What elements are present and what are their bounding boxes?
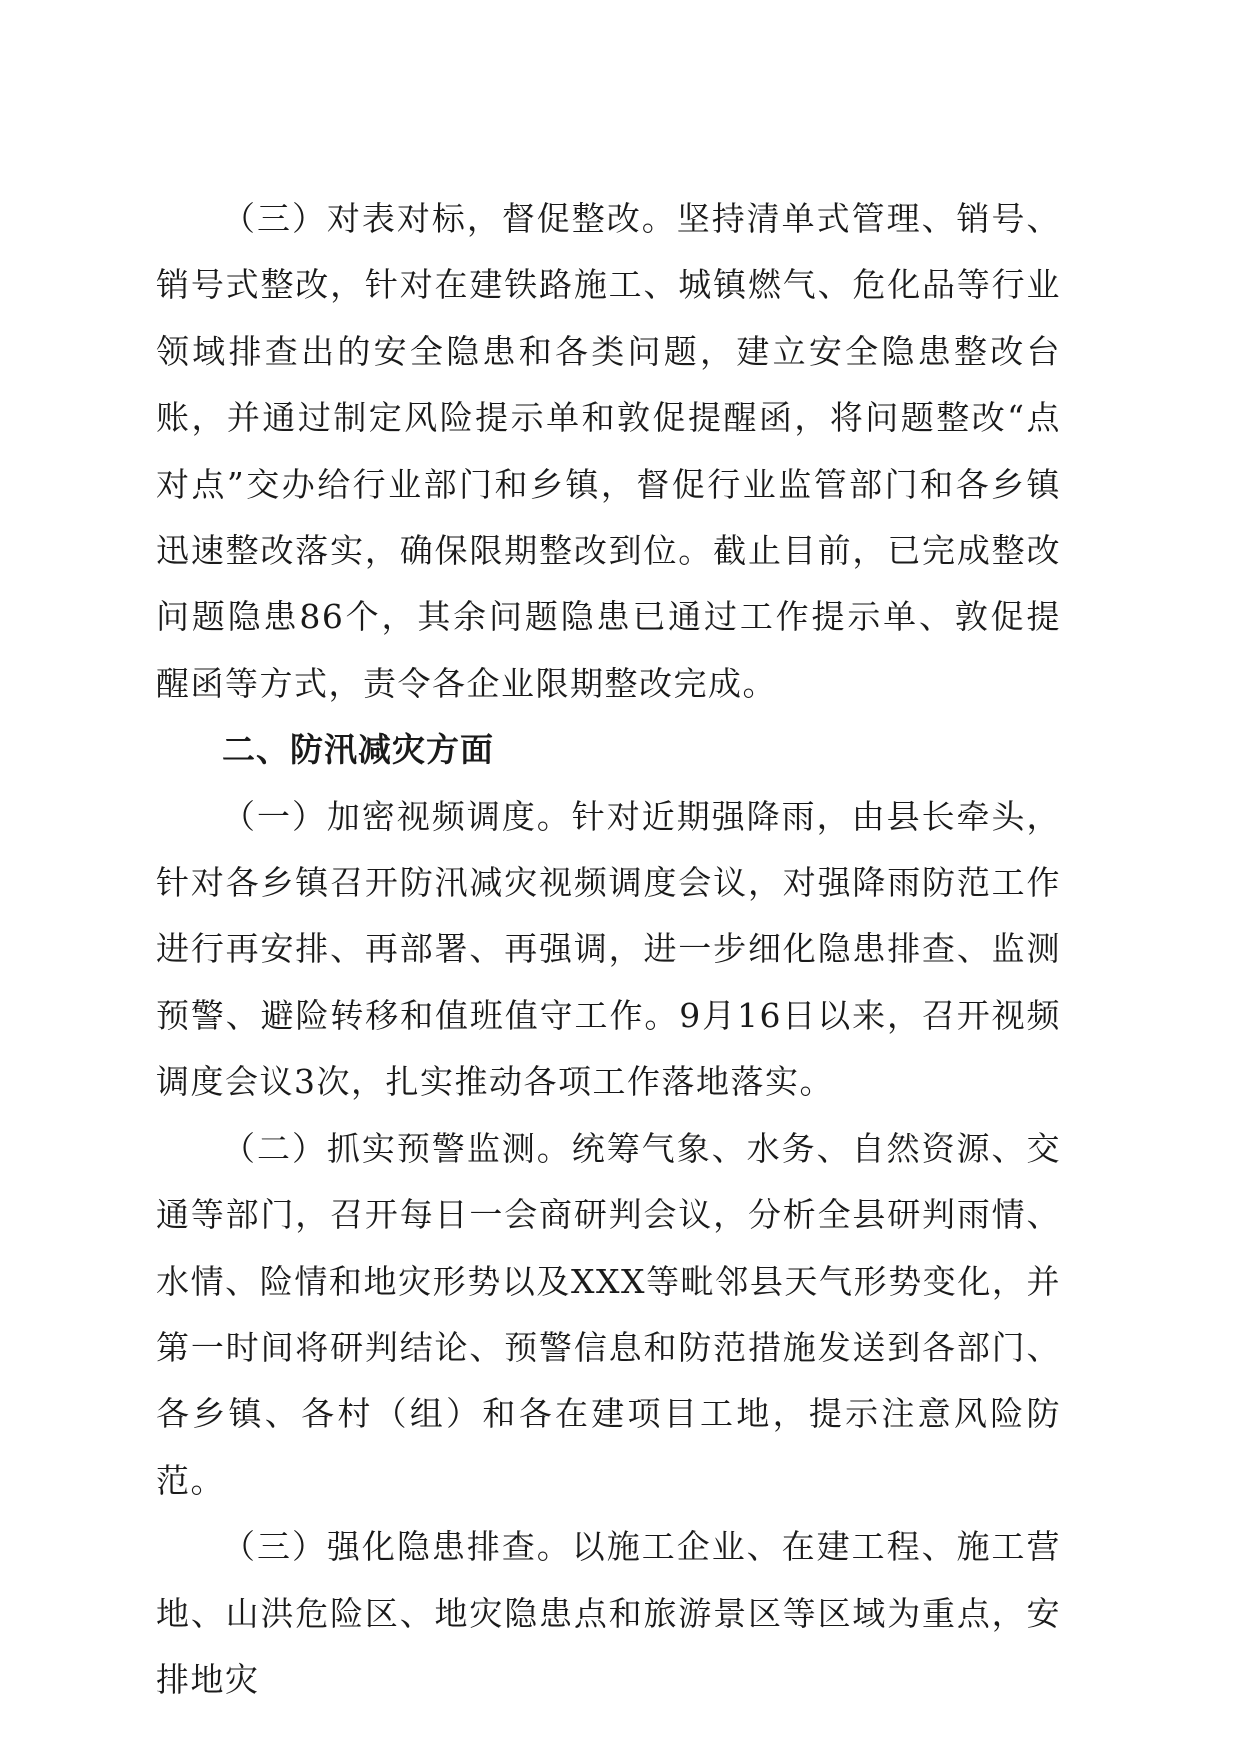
paragraph-rectification: （三）对表对标，督促整改。坚持清单式管理、销号、销号式整改，针对在建铁路施工、城镇燃气、危化品等行业领域排查出的安全隐患和各类问题，建立安全隐患整改台账，并通过制定风险提示单和敦促提醒函，将问题整改“点对点”交办给行业部门和乡镇，督促行业监管部门和各乡镇迅速整改落实，确保限期整改到位。截止目前，已完成整改问题隐患86个，其余问题隐患已通过工作提示单、敦促提醒函等方式，责令各企业限期整改完成。 <box>156 199 1061 703</box>
paragraph-video-dispatch: （一）加密视频调度。针对近期强降雨，由县长牵头，针对各乡镇召开防汛减灾视频调度会议，对强降雨防范工作进行再安排、再部署、再强调，进一步细化隐患排查、监测预警、避险转移和值班值守工作。9月16日以来，召开视频调度会议3次，扎实推动各项工作落地落实。 <box>156 796 1061 1102</box>
section-heading-flood-control: 二、防汛减灾方面 <box>222 730 494 770</box>
document-body <box>156 186 1061 1713</box>
paragraph-warning-monitoring: （二）抓实预警监测。统筹气象、水务、自然资源、交通等部门，召开每日一会商研判会议，分析全县研判雨情、水情、险情和地灾形势以及XXX等毗邻县天气形势变化，并第一时间将研判结论、预警信息和防范措施发送到各部门、各乡镇、各村（组）和各在建项目工地，提示注意风险防范。 <box>156 1128 1061 1500</box>
paragraph-hazard-inspection: （三）强化隐患排查。以施工企业、在建工程、施工营地、山洪危险区、地灾隐患点和旅游景区等区域为重点，安排地灾 <box>156 1527 1061 1699</box>
